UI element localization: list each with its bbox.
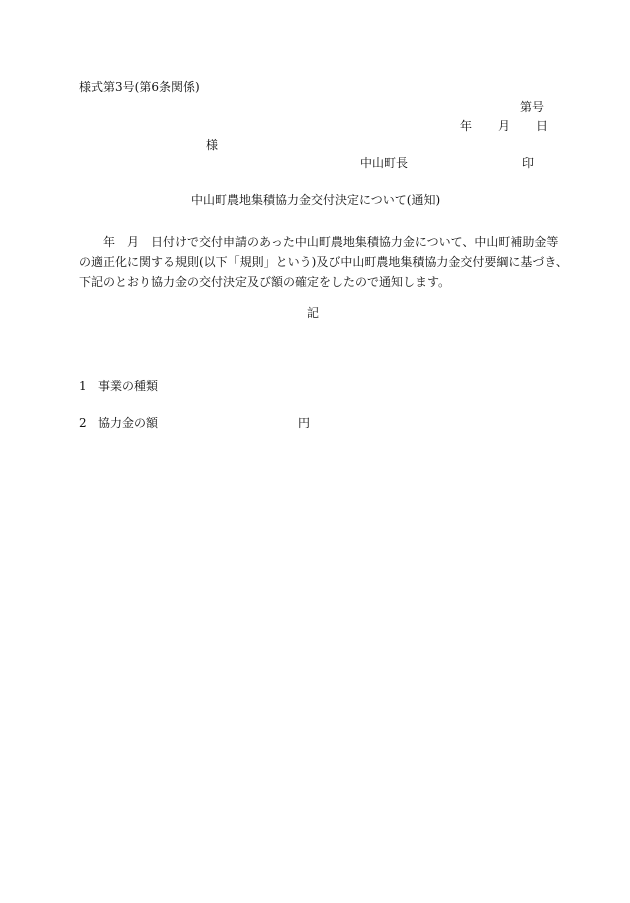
document-number: 第号 bbox=[520, 100, 545, 114]
date-month: 月 bbox=[498, 119, 511, 133]
recipient-suffix: 様 bbox=[206, 138, 219, 152]
item-label: 協力金の額 bbox=[98, 416, 159, 430]
list-item-project-type bbox=[79, 380, 158, 392]
item-number: 2 bbox=[79, 416, 87, 430]
seal-mark: 印 bbox=[522, 156, 535, 170]
date-line bbox=[460, 120, 548, 132]
body-line: の適正化に関する規則(以下「規則」という)及び中山町農地集積協力金交付要綱に基づき、 bbox=[79, 255, 568, 269]
body-line: 下記のとおり協力金の交付決定及び額の確定をしたので通知します。 bbox=[79, 275, 451, 289]
date-day: 日 bbox=[536, 119, 549, 133]
body-text bbox=[79, 232, 568, 292]
sender-name: 中山町長 bbox=[360, 156, 409, 170]
date-year: 年 bbox=[460, 119, 473, 133]
form-label: 様式第3号(第6条関係) bbox=[79, 80, 200, 94]
list-item-amount bbox=[79, 417, 310, 429]
document-title: 中山町農地集積協力金交付決定について(通知) bbox=[191, 193, 441, 207]
ki-heading: 記 bbox=[307, 306, 320, 320]
body-line: 年 月 日付けで交付申請のあった中山町農地集積協力金について、中山町補助金等 bbox=[79, 235, 559, 249]
item-number: 1 bbox=[79, 379, 87, 393]
amount-unit: 円 bbox=[298, 416, 311, 430]
item-label: 事業の種類 bbox=[98, 379, 159, 393]
